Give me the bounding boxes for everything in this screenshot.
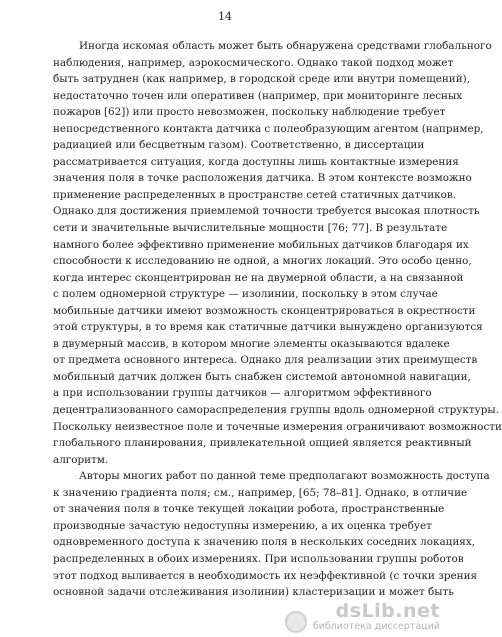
text-line: алгоритм. [53,453,109,466]
text-line: намного более эффективно применение мобильных датчиков благодаря их [53,238,469,251]
text-line: в двумерный массив, в котором многие элементы оказываются вдалеке [53,337,450,350]
text-line: Иногда искомая область может быть обнаружена средствами глобального [79,40,492,52]
text-line: одновременного доступа к значению поля в нескольких соседних локациях, [53,536,475,549]
page-number: 14 [218,10,232,23]
text-line: основной задачи отслеживания изолинии) кластеризации и может быть [53,586,454,599]
text-line: производные зачастую недоступны измерению, а их оценка требует [53,519,432,532]
text-line: мобильный датчик должен быть снабжен системой автономной навигации, [53,370,471,383]
text-line: к значению градиента поля; см., например, [65; 78–81]. Однако, в отличие [53,486,468,499]
text-line: радиацией или бесцветным газом). Соответственно, в диссертации [53,139,425,152]
text-line: мобильные датчики имеют возможность сконцентрироваться в окрестности [53,304,476,317]
watermark-subtitle: библиотека диссертаций [312,621,440,632]
text-line: Авторы многих работ по данной теме предполагают возможность доступа [79,470,490,483]
text-line: с полем одномерной структуре — изолинии, поскольку в этом случае [53,288,438,301]
text-line: рассматривается ситуация, когда доступны лишь контактные измерения [53,155,459,168]
text-line: сети и значительные вычислительные мощности [76; 77]. В результате [53,222,448,235]
text-line: глобального планирования, привлекательной опцией является реактивный [53,437,472,450]
text-line: недостаточно точен или оперативен (например, при мониторинге лесных [53,89,463,102]
watermark [285,601,440,633]
text-line: Однако для достижения приемлемой точности требуется высокая плотность [53,205,480,218]
text-line: от значения поля в точке текущей локации робота, пространственные [53,503,445,516]
text-line: непосредственного контакта датчика с полеобразующим агентом (например, [53,122,484,135]
text-line: пожаров [62]) или просто невозможен, поскольку наблюдение требует [53,106,446,119]
text-line: а при использовании группы датчиков — алгоритмом эффективного [53,387,432,400]
text-line: применение распределенных в пространстве сетей статичных датчиков. [53,188,457,201]
text-line: этой структуры, в то время как статичные датчики вынуждено организуются [53,321,483,334]
text-line: от предмета основного интереса. Однако для реализации этих преимуществ [53,354,478,367]
text-line: этот подход выливается в необходимость их неэффективной (с точки зрения [53,569,478,582]
text-line: наблюдения, например, аэрокосмического. Однако такой подход может [53,56,454,69]
text-line: распределенных в обоих измерениях. При использовании группы роботов [53,552,464,565]
text-line: Поскольку неизвестное поле и точечные измерения ограничивают возможности [53,420,502,433]
text-line: способности к исследованию не одной, а многих локаций. Это особо ценно, [53,255,472,268]
text-line: когда интерес сконцентрирован не на двумерной области, а на связанной [53,271,464,284]
watermark-brand: dsLib.net [335,600,440,622]
body-text [53,38,502,601]
dslib-logo-icon [285,611,307,633]
text-line: децентрализованного самораспределения группы вдоль одномерной структуры. [53,404,499,417]
text-line: значения поля в точке расположения датчика. В этом контексте возможно [53,172,472,185]
text-line: быть затруднен (как например, в городской среде или внутри помещений), [53,73,471,86]
